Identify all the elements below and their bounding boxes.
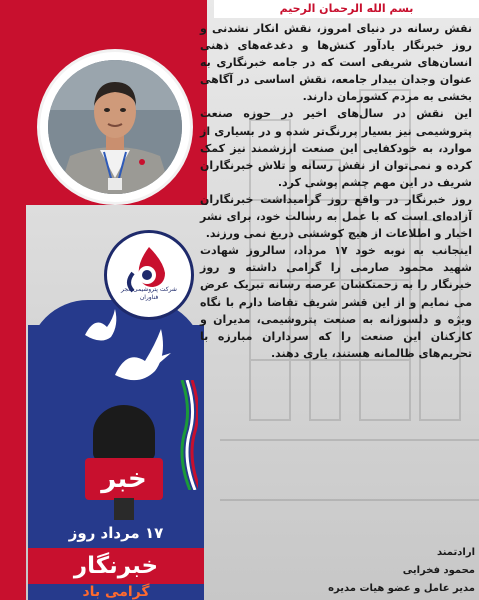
paragraph-2: این نقش در سال‌های اخیر در حوزه صنعت پتروشیمی نیز بسیار پررنگ‌تر شده و در بسیاری از موارد، به خودکفایی این صنعت ارزشمند نیز کمک کرده و نمی‌توان از نقش رسانه و تلاش خبرنگاران شریف در این مهم چشم پوشی کرد. xyxy=(200,107,472,189)
paragraph-3: روز خبرنگار در واقع روز گرامیداشت خبرنگاران آزاده‌ای است که با عمل به رسالت خود، برای نشر اخبار و اطلاعات از هیچ کوششی دریغ نمی ورزند. xyxy=(200,192,472,241)
paragraph-1: نقش رسانه در دنیای امروز، نقش انکار نشدنی و روز خبرنگار یادآور کنش‌ها و دغدغه‌های ذهنی انسان‌های شریفی است که در جامه خبرنگاری به عنوان وجدان بیدار جامعه، نقش اساسی در آگاهی بخشی به مردم کشورمان دارند. xyxy=(200,22,472,104)
message-body xyxy=(200,20,472,362)
signature-title: مدیر عامل و عضو هیات مدیره xyxy=(328,583,475,594)
banner-khabarnegar: خبرنگار xyxy=(28,548,204,584)
signature-closing: ارادتمند xyxy=(436,547,475,558)
microphone-handle xyxy=(114,498,134,520)
signature-block xyxy=(300,544,475,598)
flag-ribbon-icon xyxy=(180,380,198,490)
paragraph-4: اینجانب به نوبه خود ۱۷ مرداد، سالروز شهادت شهید محمود صارمی را گرامی داشته و روز خبرنگار را به زحمتکشان عرصه رسانه تبریک عرض می نمایم و از این قشر شریف تقاضا دارم با نگاه ویژه و دلسوزانه به صنعت پتروشیمی، مدیران و کارکنان این صنعت را که سرداران مبارزه با تحریم‌های ظالمانه هستند، یاری دهند. xyxy=(200,244,472,360)
portrait-photo xyxy=(48,60,182,194)
basmala-header: بسم الله الرحمان الرحیم xyxy=(214,0,479,18)
microphone-icon xyxy=(93,405,155,461)
signature-name: محمود فخرایی xyxy=(402,565,475,576)
khabar-label: خبر xyxy=(85,458,163,500)
doves-icon xyxy=(75,305,185,395)
banner-date: ۱۷ مرداد روز xyxy=(68,524,164,542)
banner-gerami: گرامی باد xyxy=(82,584,150,600)
logo-caption: شرکت پتروشیمی فجر فناوران xyxy=(121,286,177,301)
